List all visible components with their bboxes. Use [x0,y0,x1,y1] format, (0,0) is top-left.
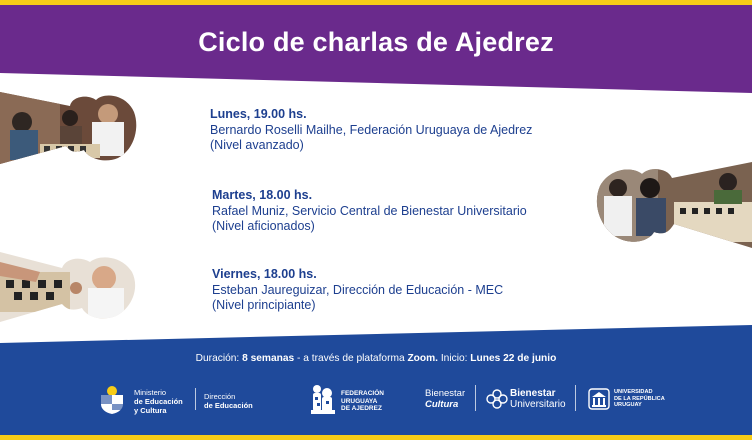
duration-value: 8 semanas [242,353,295,364]
logo-text-line: de Educación [134,397,183,406]
logo-text-line: Bienestar [425,388,466,399]
logo-divider [575,385,576,411]
logo-text-line: URUGUAY [614,402,642,409]
logo-text-line: Dirección [204,392,236,401]
logo-text-line: DE AJEDREZ [341,405,382,412]
start-value: Lunes 22 de junio [470,353,557,364]
udelar-building-icon [588,388,610,410]
udelar-logo-text [614,389,665,409]
logo-text-line: Bienestar [510,388,556,399]
platform-value: Zoom. [407,353,439,364]
start-label: Inicio: [438,353,471,364]
session-day: Viernes, 18.00 hs. [212,267,317,281]
bienestar-flower-icon [486,389,508,409]
logo-text-line: Universitario [510,399,566,410]
footer-band [0,325,752,440]
direccion-educacion-logo-text [204,392,253,410]
bienestar-cultura-logo-text [425,388,465,410]
logo-text-line: Cultura [425,399,459,410]
chess-players-photo-1 [0,92,140,164]
logo-text-line: URUGUAYA [341,397,378,405]
logo-text-line: Ministerio [134,388,167,397]
mec-shield-icon [98,384,126,414]
course-info [0,353,752,364]
session-monday [210,107,532,154]
mec-logo-text [134,388,183,415]
session-level: (Nivel aficionados) [212,219,315,233]
session-day: Martes, 18.00 hs. [212,188,313,202]
bienestar-universitario-logo-text [510,388,566,410]
session-friday [212,267,503,314]
fua-logo-text [341,390,384,413]
chess-players-photo-2 [0,252,140,322]
session-speaker: Esteban Jaureguizar, Dirección de Educación - MEC [212,282,504,297]
chess-players-photo-3 [588,162,752,248]
logo-text-line: y Cultura [134,406,167,415]
session-speaker: Rafael Muniz, Servicio Central de Bienestar Universitario [212,203,527,218]
session-speaker: Bernardo Roselli Mailhe, Federación Uruguaya de Ajedrez [210,122,533,137]
page-title: Ciclo de charlas de Ajedrez [198,27,554,57]
bottom-accent-bar [0,435,752,440]
logo-text-line: FEDERACIÓN [341,390,384,397]
logo-text-line: UNIVERSIDAD [614,389,653,395]
logo-divider [475,385,476,411]
session-level: (Nivel avanzado) [210,138,304,152]
session-day: Lunes, 19.00 hs. [210,107,307,121]
logo-divider [195,388,196,410]
logo-text-line: de Educación [204,401,253,410]
platform-text: - a través de plataforma [294,353,408,364]
session-tuesday [212,188,527,235]
duration-label: Duración: [195,353,243,364]
fua-chess-icon [307,383,337,415]
logo-text-line: DE LA REPÚBLICA [614,395,665,402]
session-level: (Nivel principiante) [212,298,316,312]
